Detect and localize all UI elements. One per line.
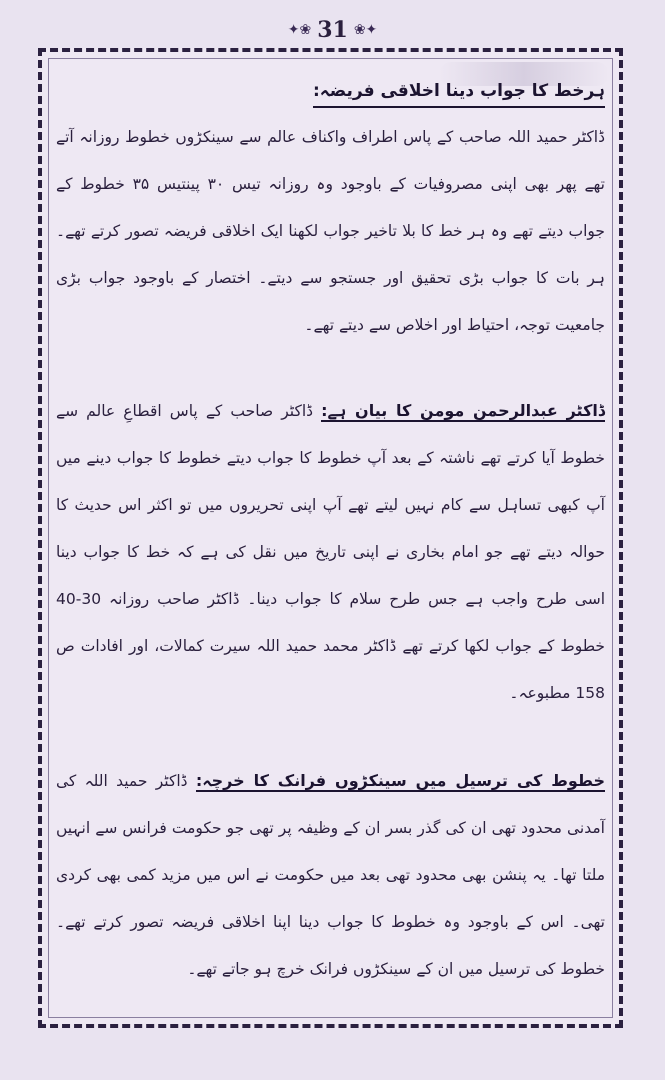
ornament-left-icon: ✦❀ <box>287 22 312 38</box>
page-frame <box>38 48 623 1028</box>
ornament-right-icon: ❀✦ <box>353 22 378 38</box>
page-content <box>56 76 605 993</box>
section-heading-letter-duty: ہرخط کا جواب دینا اخلاقی فریضہ: <box>313 76 605 108</box>
section-postage-cost <box>56 757 605 993</box>
section-heading-momin-statement: ڈاکٹر عبدالرحمن مومن کا بیان ہے: <box>321 401 605 420</box>
section-heading-postage-cost: خطوط کی ترسیل میں سینکڑوں فرانک کا خرچہ: <box>195 771 606 790</box>
section-body-postage-cost: ڈاکٹر حمید اللہ کی آمدنی محدود تھی ان کی گذر بسر ان کے وظیفہ پر تھی جو حکومت فرانس سے انہیں ملتا تھا۔ یہ پنشن بھی محدود تھی بعد میں حکومت نے اس میں مزید کمی بھی کردی تھی۔ اس کے باوجود وہ خطوط کا جواب دینا اپنا اخلاقی فریضہ تصور کرتے تھے۔ خطوط کی ترسیل میں ان کے سینکڑوں فرانک خرچ ہو جاتے تھے۔ <box>56 772 605 978</box>
section-body-letter-duty: ڈاکٹر حمید اللہ صاحب کے پاس اطراف واکناف عالم سے سینکڑوں خطوط روزانہ آتے تھے پھر بھی اپنی مصروفیات کے باوجود وہ روزانہ تیس ۳۰ پینتیس ۳۵ خطوط کے جواب دیتے تھے وہ ہر خط کا بلا تاخیر جواب لکھنا ایک اخلاقی فریضہ تصور کرتے تھے۔ ہر بات کا جواب بڑی تحقیق اور جستجو سے دیتے۔ اختصار کے باوجود جواب بڑی جامعیت توجہ، احتیاط اور اخلاص سے دیتے تھے۔ <box>56 128 605 334</box>
page-number-header <box>0 12 665 48</box>
section-paragraph-postage <box>56 757 605 993</box>
page-number: 31 <box>317 17 348 43</box>
section-momin-statement <box>56 387 605 717</box>
section-paragraph-momin <box>56 387 605 717</box>
section-letter-duty <box>56 76 605 349</box>
section-body-momin-statement: ڈاکٹر صاحب کے پاس اقطاعِ عالم سے خطوط آیا کرتے تھے ناشتہ کے بعد آپ خطوط کا جواب دیتے خطوط کا جواب دینے میں آپ کبھی تساہل سے کام نہیں لیتے تھے آپ اپنی تحریروں میں تو اکثر اس حدیث کا حوالہ دیتے تھے جو امام بخاری نے اپنی تاریخ میں نقل کی ہے کہ خط کا جواب دینا اسی طرح واجب ہے جس طرح سلام کا جواب دینا۔ ڈاکٹر صاحب روزانہ 30-40 خطوط کے جواب لکھا کرتے تھے ڈاکٹر محمد حمید اللہ سیرت کمالات، اور افادات ص 158 مطبوعہ۔ <box>56 402 605 702</box>
